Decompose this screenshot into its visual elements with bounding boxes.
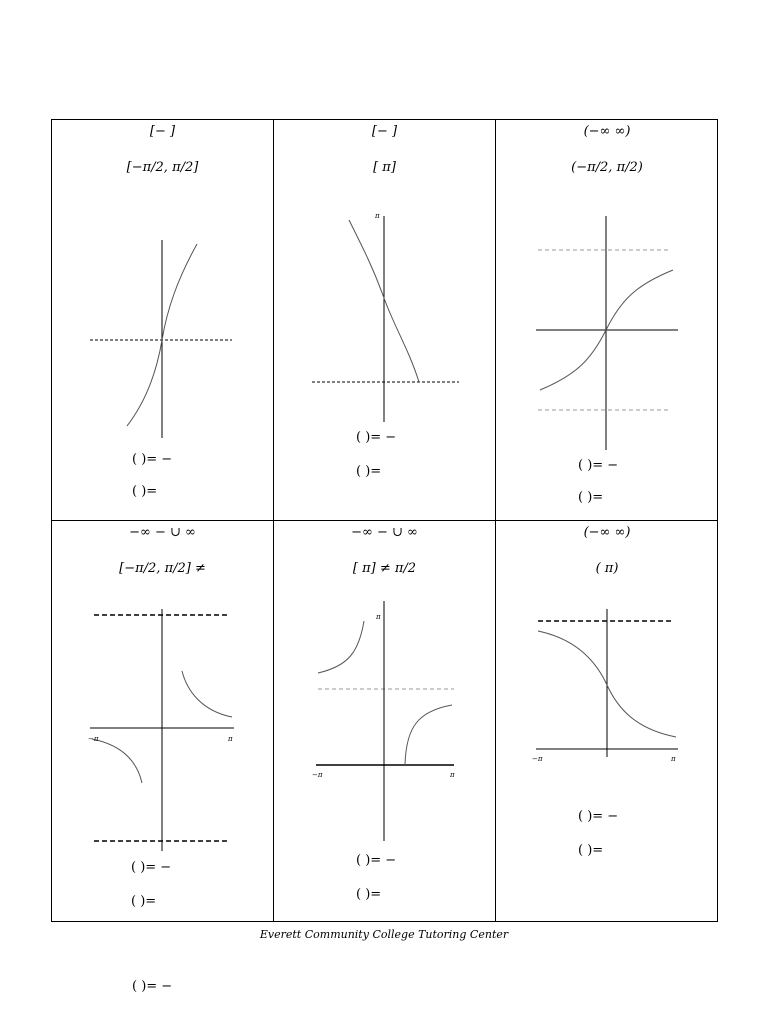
graph-arcsin — [52, 120, 273, 460]
formula: ( )= − — [132, 452, 173, 467]
range-label: [ π] — [373, 160, 396, 175]
domain-label: [− ] — [371, 124, 398, 139]
formula: ( )= — [131, 894, 157, 909]
cell-arctan — [496, 120, 718, 520]
graph-arccos — [274, 120, 495, 460]
pi-label: π — [228, 735, 233, 743]
footer-credit: Everett Community College Tutoring Center — [259, 928, 509, 941]
formula: ( )= — [356, 887, 382, 902]
formula: ( )= — [578, 490, 604, 505]
cell-arcsec — [274, 521, 495, 921]
cell-arcsin — [52, 120, 273, 520]
domain-label: (−∞ ∞) — [583, 124, 631, 139]
curve — [92, 739, 142, 783]
formula: ( )= — [578, 843, 604, 858]
formula: ( )= − — [131, 860, 172, 875]
pi-label: π — [376, 613, 381, 621]
formula: ( )= — [356, 464, 382, 479]
pi-label: π — [671, 755, 676, 763]
neg-pi-label: −π — [88, 735, 99, 743]
pi-label: π — [375, 212, 380, 220]
graph-arccot — [496, 521, 718, 921]
cell-arccos — [274, 120, 495, 520]
domain-label: −∞ − ∪ ∞ — [129, 525, 196, 540]
formula: ( )= − — [356, 853, 397, 868]
formula: ( )= − — [356, 430, 397, 445]
formula: ( )= − — [578, 458, 619, 473]
formula: ( )= — [132, 484, 158, 499]
curve — [318, 621, 364, 673]
graph-arctan — [496, 120, 718, 460]
neg-pi-label: −π — [532, 755, 543, 763]
domain-label: (−∞ ∞) — [583, 525, 631, 540]
curve — [182, 671, 232, 717]
formula: ( )= − — [578, 809, 619, 824]
domain-label: [− ] — [149, 124, 176, 139]
neg-pi-label: −π — [312, 771, 323, 779]
pi-label: π — [450, 771, 455, 779]
range-label: ( π) — [595, 561, 619, 576]
domain-label: −∞ − ∪ ∞ — [351, 525, 418, 540]
curve — [405, 705, 452, 765]
range-label: (−π/2, π/2) — [571, 160, 643, 175]
range-label: [−π/2, π/2] — [126, 160, 199, 175]
cell-arccot — [496, 521, 718, 921]
range-label: [ π] ≠ π/2 — [352, 561, 417, 576]
formula: ( )= − — [132, 979, 173, 994]
range-label: [−π/2, π/2] ≠ — [119, 561, 206, 576]
